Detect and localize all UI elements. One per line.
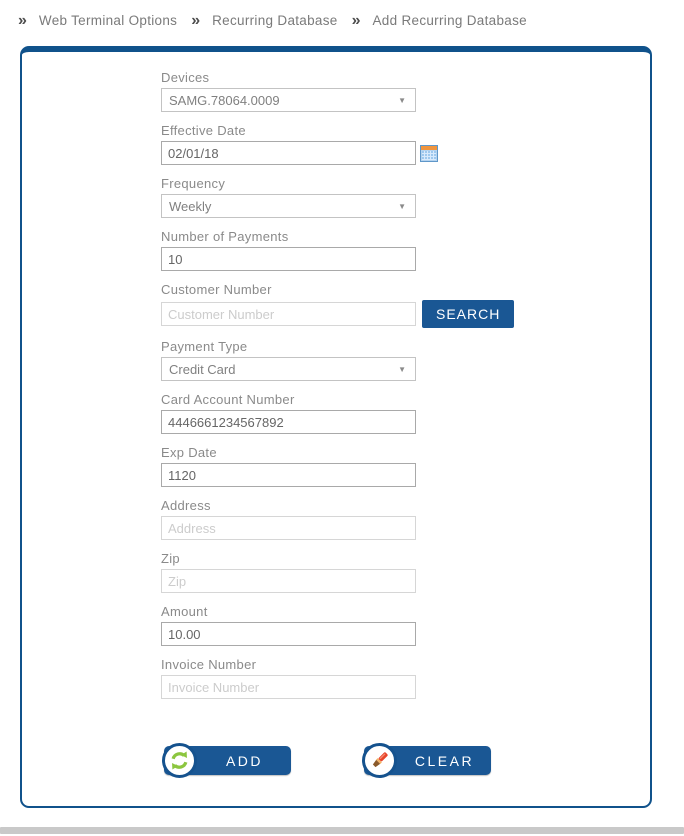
- devices-field-group: [161, 70, 650, 112]
- breadcrumb-add-recurring-database[interactable]: Add Recurring Database: [372, 13, 527, 28]
- clear-button-label: CLEAR: [414, 752, 475, 769]
- calendar-icon[interactable]: [420, 145, 438, 162]
- payment-type-label: Payment Type: [161, 339, 248, 354]
- invoice-number-label: Invoice Number: [161, 657, 257, 672]
- chevron-down-icon: ▼: [398, 96, 406, 105]
- zip-input[interactable]: [161, 569, 416, 593]
- calendar-icon-header: [421, 146, 437, 150]
- chevron-down-icon: ▼: [398, 202, 406, 211]
- card-account-number-input[interactable]: [161, 410, 416, 434]
- card-account-number-label: Card Account Number: [161, 392, 295, 407]
- horizontal-scrollbar[interactable]: [0, 827, 684, 834]
- brush-icon: [362, 743, 397, 778]
- address-input[interactable]: [161, 516, 416, 540]
- number-of-payments-label: Number of Payments: [161, 229, 289, 244]
- chevron-double-icon: »: [18, 11, 27, 29]
- effective-date-label: Effective Date: [161, 123, 246, 138]
- effective-date-field-group: [161, 123, 650, 165]
- zip-field-group: [161, 551, 650, 593]
- devices-selected-value: SAMG.78064.0009: [169, 92, 280, 108]
- customer-number-label: Customer Number: [161, 282, 272, 297]
- calendar-icon-grid: [422, 151, 436, 160]
- refresh-icon: [162, 743, 197, 778]
- clear-button[interactable]: [364, 746, 491, 775]
- card-account-number-field-group: [161, 392, 650, 434]
- devices-label: Devices: [161, 70, 210, 85]
- effective-date-input[interactable]: [161, 141, 416, 165]
- breadcrumb: [0, 0, 684, 32]
- chevron-double-icon: »: [351, 11, 361, 29]
- add-button[interactable]: [164, 746, 291, 775]
- address-field-group: [161, 498, 650, 540]
- number-of-payments-input[interactable]: [161, 247, 416, 271]
- number-of-payments-field-group: [161, 229, 650, 271]
- chevron-down-icon: ▼: [398, 365, 406, 374]
- exp-date-input[interactable]: [161, 463, 416, 487]
- frequency-field-group: [161, 176, 650, 218]
- exp-date-label: Exp Date: [161, 445, 217, 460]
- invoice-number-input[interactable]: [161, 675, 416, 699]
- address-label: Address: [161, 498, 211, 513]
- form-actions: [164, 746, 650, 775]
- zip-label: Zip: [161, 551, 180, 566]
- amount-label: Amount: [161, 604, 208, 619]
- devices-select[interactable]: [161, 88, 416, 112]
- amount-input[interactable]: [161, 622, 416, 646]
- payment-type-select[interactable]: [161, 357, 416, 381]
- breadcrumb-web-terminal-options[interactable]: Web Terminal Options: [38, 13, 178, 28]
- frequency-select[interactable]: [161, 194, 416, 218]
- breadcrumb-recurring-database[interactable]: Recurring Database: [212, 13, 338, 28]
- customer-number-field-group: [161, 282, 650, 328]
- frequency-selected-value: Weekly: [169, 198, 212, 214]
- search-button[interactable]: SEARCH: [422, 300, 514, 328]
- add-recurring-database-panel: [20, 46, 652, 808]
- exp-date-field-group: [161, 445, 650, 487]
- payment-type-field-group: [161, 339, 650, 381]
- chevron-double-icon: »: [191, 11, 201, 29]
- add-button-label: ADD: [225, 752, 264, 769]
- customer-number-input[interactable]: [161, 302, 416, 326]
- amount-field-group: [161, 604, 650, 646]
- invoice-number-field-group: [161, 657, 650, 699]
- payment-type-selected-value: Credit Card: [169, 361, 236, 377]
- frequency-label: Frequency: [161, 176, 226, 191]
